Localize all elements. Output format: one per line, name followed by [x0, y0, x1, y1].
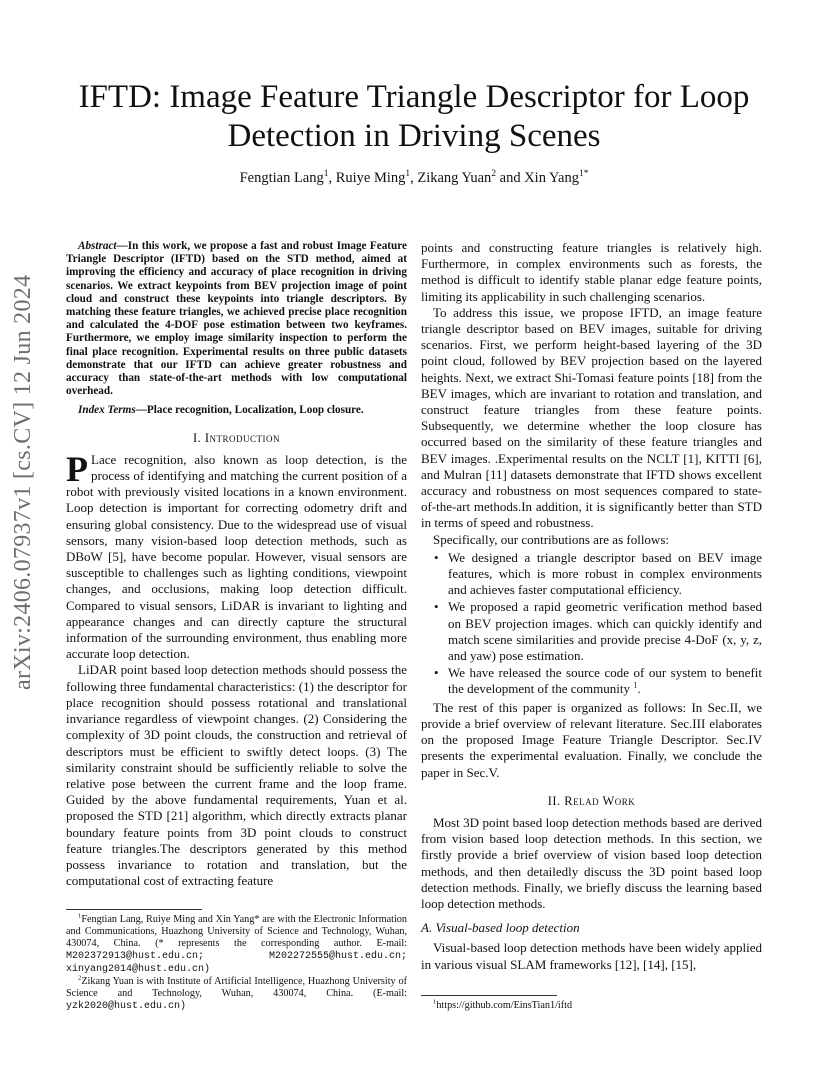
list-item: • We designed a triangle descriptor based on BEV image features, which is more robust in complex environments and achieves faster computational efficiency.	[448, 550, 762, 599]
section-heading-related-work: II. Relad Work	[547, 793, 636, 808]
footnotes-left	[66, 914, 407, 1013]
intro-paragraph-2-continued: points and constructing feature triangles is relatively high. Furthermore, in complex environments such as forests, the method is difficult to identify stable planar edge feature points, limiting its applicability in such challenging scenarios.	[421, 240, 762, 304]
intro-paragraph-4: Specifically, our contributions are as follows:	[433, 531, 669, 547]
author-emails: M202372913@hust.edu.cn; M202272555@hust.edu.cn; xinyang2014@hust.edu.cn)	[66, 951, 407, 975]
author: Fengtian Lang$^1$,	[239, 169, 336, 186]
drop-cap: P	[66, 448, 88, 489]
footnote-rule	[66, 909, 202, 910]
contributions-list	[421, 550, 762, 698]
footnote-affiliation-1: $^1$Fengtian Lang, Ruiye Ming and Xin Yang* are with the Electronic Information and Communications, Huazhong University of Science and Technology, Wuhan, 430074, China. (* represents the corresponding author. E-mail: M202372913@hust.edu.cn; M202272555@hust.edu.cn; xinyang2014@hust.edu.cn)	[66, 912, 407, 975]
author: Ruiye Ming$^1$,	[335, 169, 418, 186]
left-column	[66, 240, 407, 889]
intro-paragraph-2: LiDAR point based loop detection methods should possess the following three fundamental characteristics: (1) the descriptor for place recognition should possess rotational and translational invariance regardless of viewpoint changes. (2) Considering the complexity of 3D point clouds, the construction and retrieval of descriptors must be efficient to swiftly detect loops. (3) The similarity constraint should be sufficiently reliable to solve the relative pose between the current frame and the loop frame. Guided by the above fundamental requirements, Yuan et al. proposed the STD [21] algorithm, which directly extracts planar boundary feature points from 3D point clouds to construct feature triangles.The descriptors generated by this method possess invariance to rotation and translation, but the computational cost of extracting feature	[66, 662, 407, 889]
related-paragraph-1: Most 3D point based loop detection methods based are derived from vision based loop detection methods. In this section, we firstly provide a brief overview of vision based loop detection methods, and then detailedly discuss the 3D point based loop detection methods. Finally, we briefly discuss the learning based loop detection methods.	[421, 814, 762, 911]
author: Zikang Yuan$^2$ and	[417, 169, 525, 186]
abstract: Abstract—In this work, we propose a fast and robust Image Feature Triangle Descriptor (IFTD) based on the STD method, aimed at improving the efficiency and accuracy of place recognition in driving scenarios. We extract keypoints from BEV projection image of point cloud and construct these keypoints into triangle descriptors. By matching these feature triangles, we achieved precise place recognition and calculated the 4-DOF pose estimation between two keyframes. Furthermore, we employ image similarity inspection to perform the final place recognition. Experimental results on three public datasets demonstrate that our IFTD can achieve greater robustness and accuracy than state-of-the-art methods with low computational overhead.	[66, 240, 407, 398]
list-item: • We proposed a rapid geometric verification method based on BEV projection images. which can quickly identify and match scene similarities and provide precise 4-DoF (x, y, z, and yaw) pose estimation.	[448, 599, 762, 664]
footnote-affiliation-2: $^2$Zikang Yuan is with Institute of Artificial Intelligence, Huazhong University of Science and Technology, Wuhan, 430074, China. (E-mail: yzk2020@hust.edu.cn)	[66, 974, 407, 1012]
subsection-heading: A. Visual-based loop detection	[421, 920, 580, 936]
related-paragraph-2: Visual-based loop detection methods have been widely applied in various visual SLAM frameworks [12], [14], [15],	[421, 940, 762, 972]
author-email: yzk2020@hust.edu.cn)	[66, 1001, 187, 1012]
arxiv-stamp: arXiv:2406.07937v1 [cs.CV] 12 Jun 2024	[10, 274, 36, 690]
footnote-rule	[421, 995, 557, 996]
footnote-right	[421, 1000, 762, 1012]
list-item: • We have released the source code of our system to benefit the development of the community $^1$.	[448, 665, 762, 697]
author-list	[60, 170, 768, 187]
right-column	[421, 240, 762, 973]
footnote-url: $^1$https://github.com/EinsTian1/iftd	[433, 998, 573, 1011]
footnote-ref: 1	[633, 680, 638, 691]
intro-paragraph-1: P Lace recognition, also known as loop detection, is the process of identifying and matching the current position of a robot with previously visited locations in a known environment. Loop detection is important for correcting odometry drift and ensuring global consistency. Due to the widespread use of visual sensors, many vision-based loop detection methods, such as DBoW [5], have become popular. However, visual sensors are susceptible to challenges such as lighting conditions, viewpoint changes, and occlusions, making loop detection difficult. Compared to visual sensors, LiDAR is invariant to lighting and appearance changes and can directly capture the structural information of the surrounding environment, thus enabling more accurate loop detection.	[66, 448, 407, 662]
section-heading-introduction: I. Introduction	[192, 430, 281, 445]
paper-title: IFTD: Image Feature Triangle Descriptor for Loop Detection in Driving Scenes	[78, 79, 750, 154]
intro-paragraph-3: To address this issue, we propose IFTD, an image feature triangle descriptor based on BEV images, suitable for driving scenarios. First, we perform height-based layering of the 3D point cloud, followed by BEV projection based on the layered heights. Next, we extract Shi-Tomasi feature points [18] from the BEV images, which are invariant to rotation and translation, and construct feature triangles from these feature points. Subsequently, we determine whether the loop closure has occurred based on the similarity of these feature triangles and BEV images. .Experimental results on the NCLT [1], KITTI [6], and Mulran [11] datasets demonstrate that IFTD shows excellent accuracy and robustness on most sequences compared to state-of-the-art methods.In addition, it is significantly better than STD in terms of speed and robustness.	[421, 304, 762, 531]
intro-paragraph-5: The rest of this paper is organized as follows: In Sec.II, we provide a brief overview of relevant literature. Sec.III elaborates on the proposed Image Feature Triangle Descriptor. Sec.IV presents the experimental evaluation. Finally, we conclude the paper in Sec.V.	[421, 699, 762, 780]
author: Xin Yang$^{1*}$	[524, 169, 589, 186]
index-terms: Index Terms—Place recognition, Localization, Loop closure.	[78, 404, 364, 417]
